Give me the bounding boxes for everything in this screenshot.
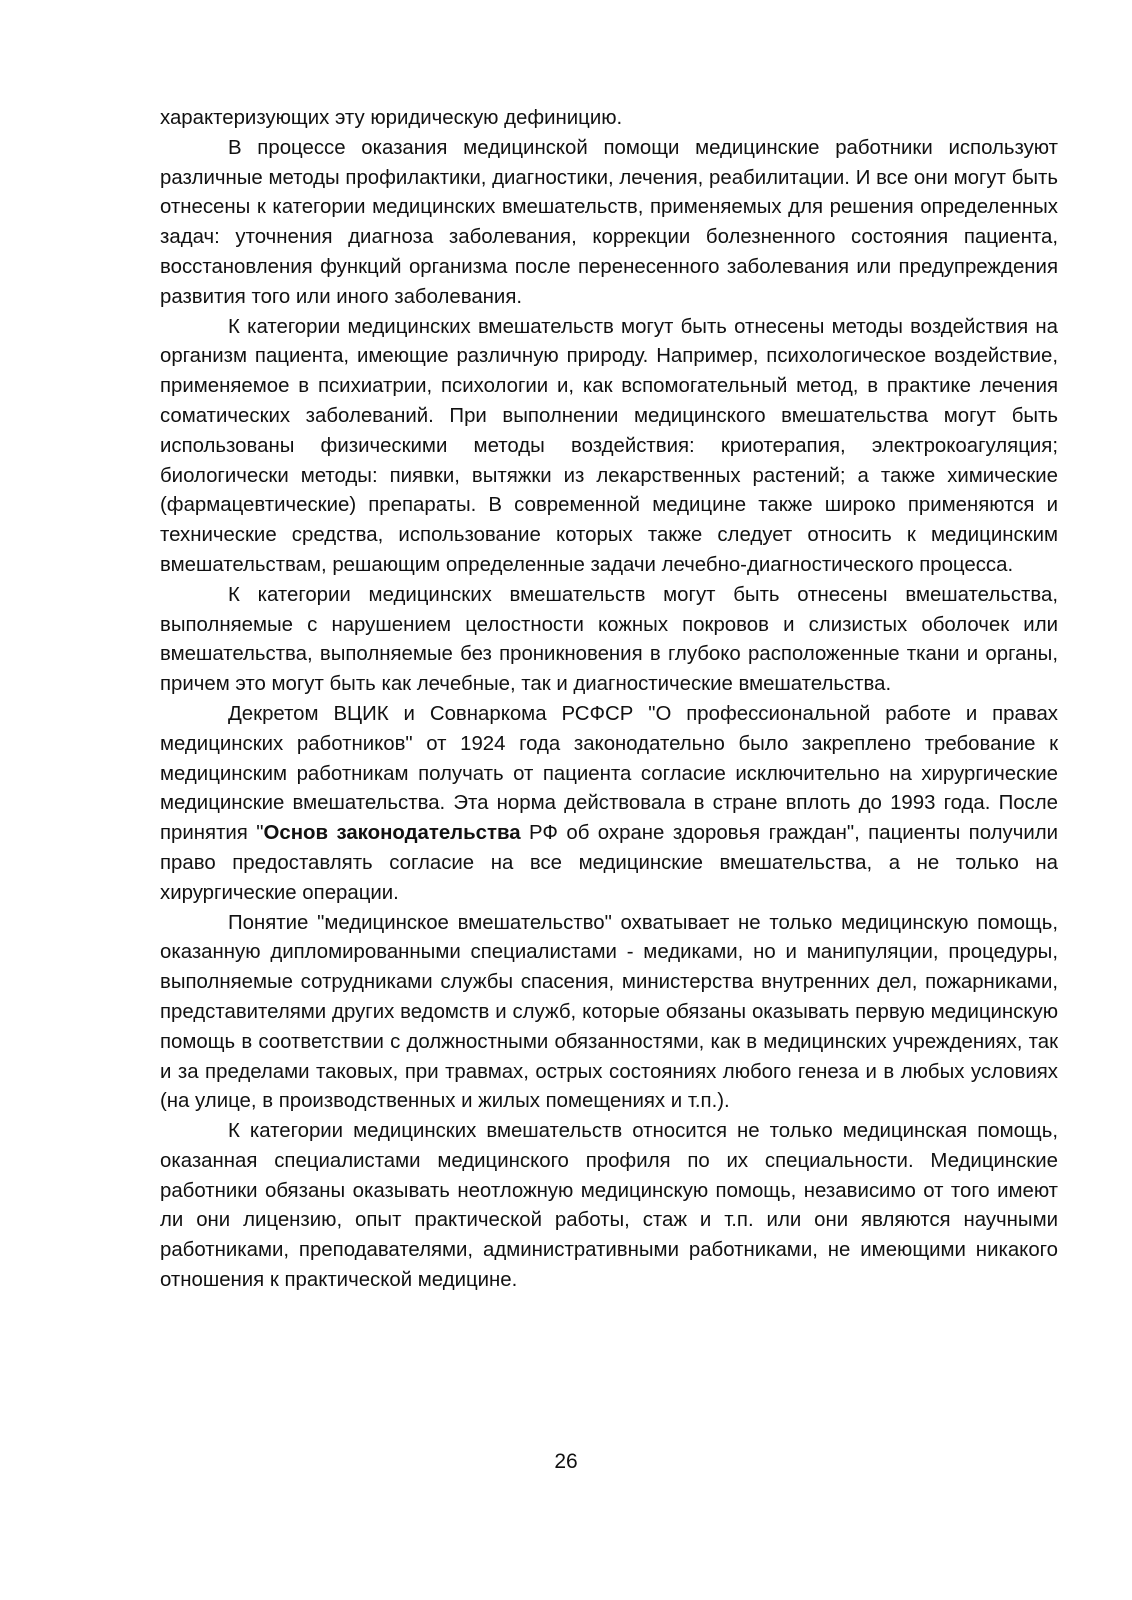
paragraph-category: К категории медицинских вмешательств относится не только медицинская помощь, оказанная специалистами медицинского профиля по их специальности. Медицинские работники обязаны оказывать неотложную медицинскую помощь, независимо от того имеют ли они лицензию, опыт практической работы, стаж и т.п. или они являются научными работниками, преподавателями, административными работниками, не имеющими никакого отношения к практической медицине. [160, 1120, 1058, 1292]
decree-text-start: Декретом ВЦИК и Совнаркома РСФСР "О профессиональной работе и правах медицинских работников" от 1924 года законодательно было закреплено требование к медицинским работникам получать от пациента согласие исключительно на хирургические медицинские вмешательства. Эта норма действовала в стране вплоть до 1993 года. После принятия " [160, 702, 1058, 845]
paragraph-decree [160, 700, 1058, 909]
decree-text-bold: Основ законодательства [263, 822, 521, 845]
paragraph-methods: В процессе оказания медицинской помощи медицинские работники используют различные методы профилактики, диагностики, лечения, реабилитации. И все они могут быть отнесены к категории медицинских вмешательств, применяемых для решения определенных задач: уточнения диагноза заболевания, коррекции болезненного состояния пациента, восстановления функций организма после перенесенного заболевания или предупреждения развития того или иного заболевания. [160, 136, 1058, 308]
page-number: 26 [554, 1450, 578, 1473]
paragraph-nature: К категории медицинских вмешательств могут быть отнесены методы воздействия на организм пациента, имеющие различную природу. Например, психологическое воздействие, применяемое в психиатрии, психологии и, как вспомогательный метод, в практике лечения соматических заболеваний. При выполнении медицинского вмешательства могут быть использованы физическими методы воздействия: криотерапия, электрокоагуляция; биологически методы: пиявки, вытяжки из лекарственных растений; а также химические (фармацевтические) препараты. В современной медицине также широко применяются и технические средства, использование которых также следует относить к медицинским вмешательствам, решающим определенные задачи лечебно-диагностического процесса. [160, 315, 1058, 576]
decree-text-end: РФ об охране здоровья граждан", пациенты получили право предоставлять согласие на все медицинские вмешательства, а не только на хирургические операции. [160, 822, 1058, 904]
paragraph-continuation: характеризующих эту юридическую дефиницию. [160, 107, 623, 129]
body-text [160, 104, 1058, 1296]
paragraph-concept: Понятие "медицинское вмешательство" охватывает не только медицинскую помощь, оказанную дипломированными специалистами - медиками, но и манипуляции, процедуры, выполняемые сотрудниками службы спасения, министерства внутренних дел, пожарниками, представителями других ведомств и служб, которые обязаны оказывать первую медицинскую помощь в соответствии с должностными обязанностями, как в медицинских учреждениях, так и за пределами таковых, при травмах, острых состояниях любого генеза и в любых условиях (на улице, в производственных и жилых помещениях и т.п.). [160, 911, 1058, 1113]
paragraph-invasive: К категории медицинских вмешательств могут быть отнесены вмешательства, выполняемые с нарушением целостности кожных покровов и слизистых оболочек или вмешательства, выполняемые без проникновения в глубоко расположенные ткани и органы, причем это могут быть как лечебные, так и диагностические вмешательства. [160, 583, 1058, 696]
